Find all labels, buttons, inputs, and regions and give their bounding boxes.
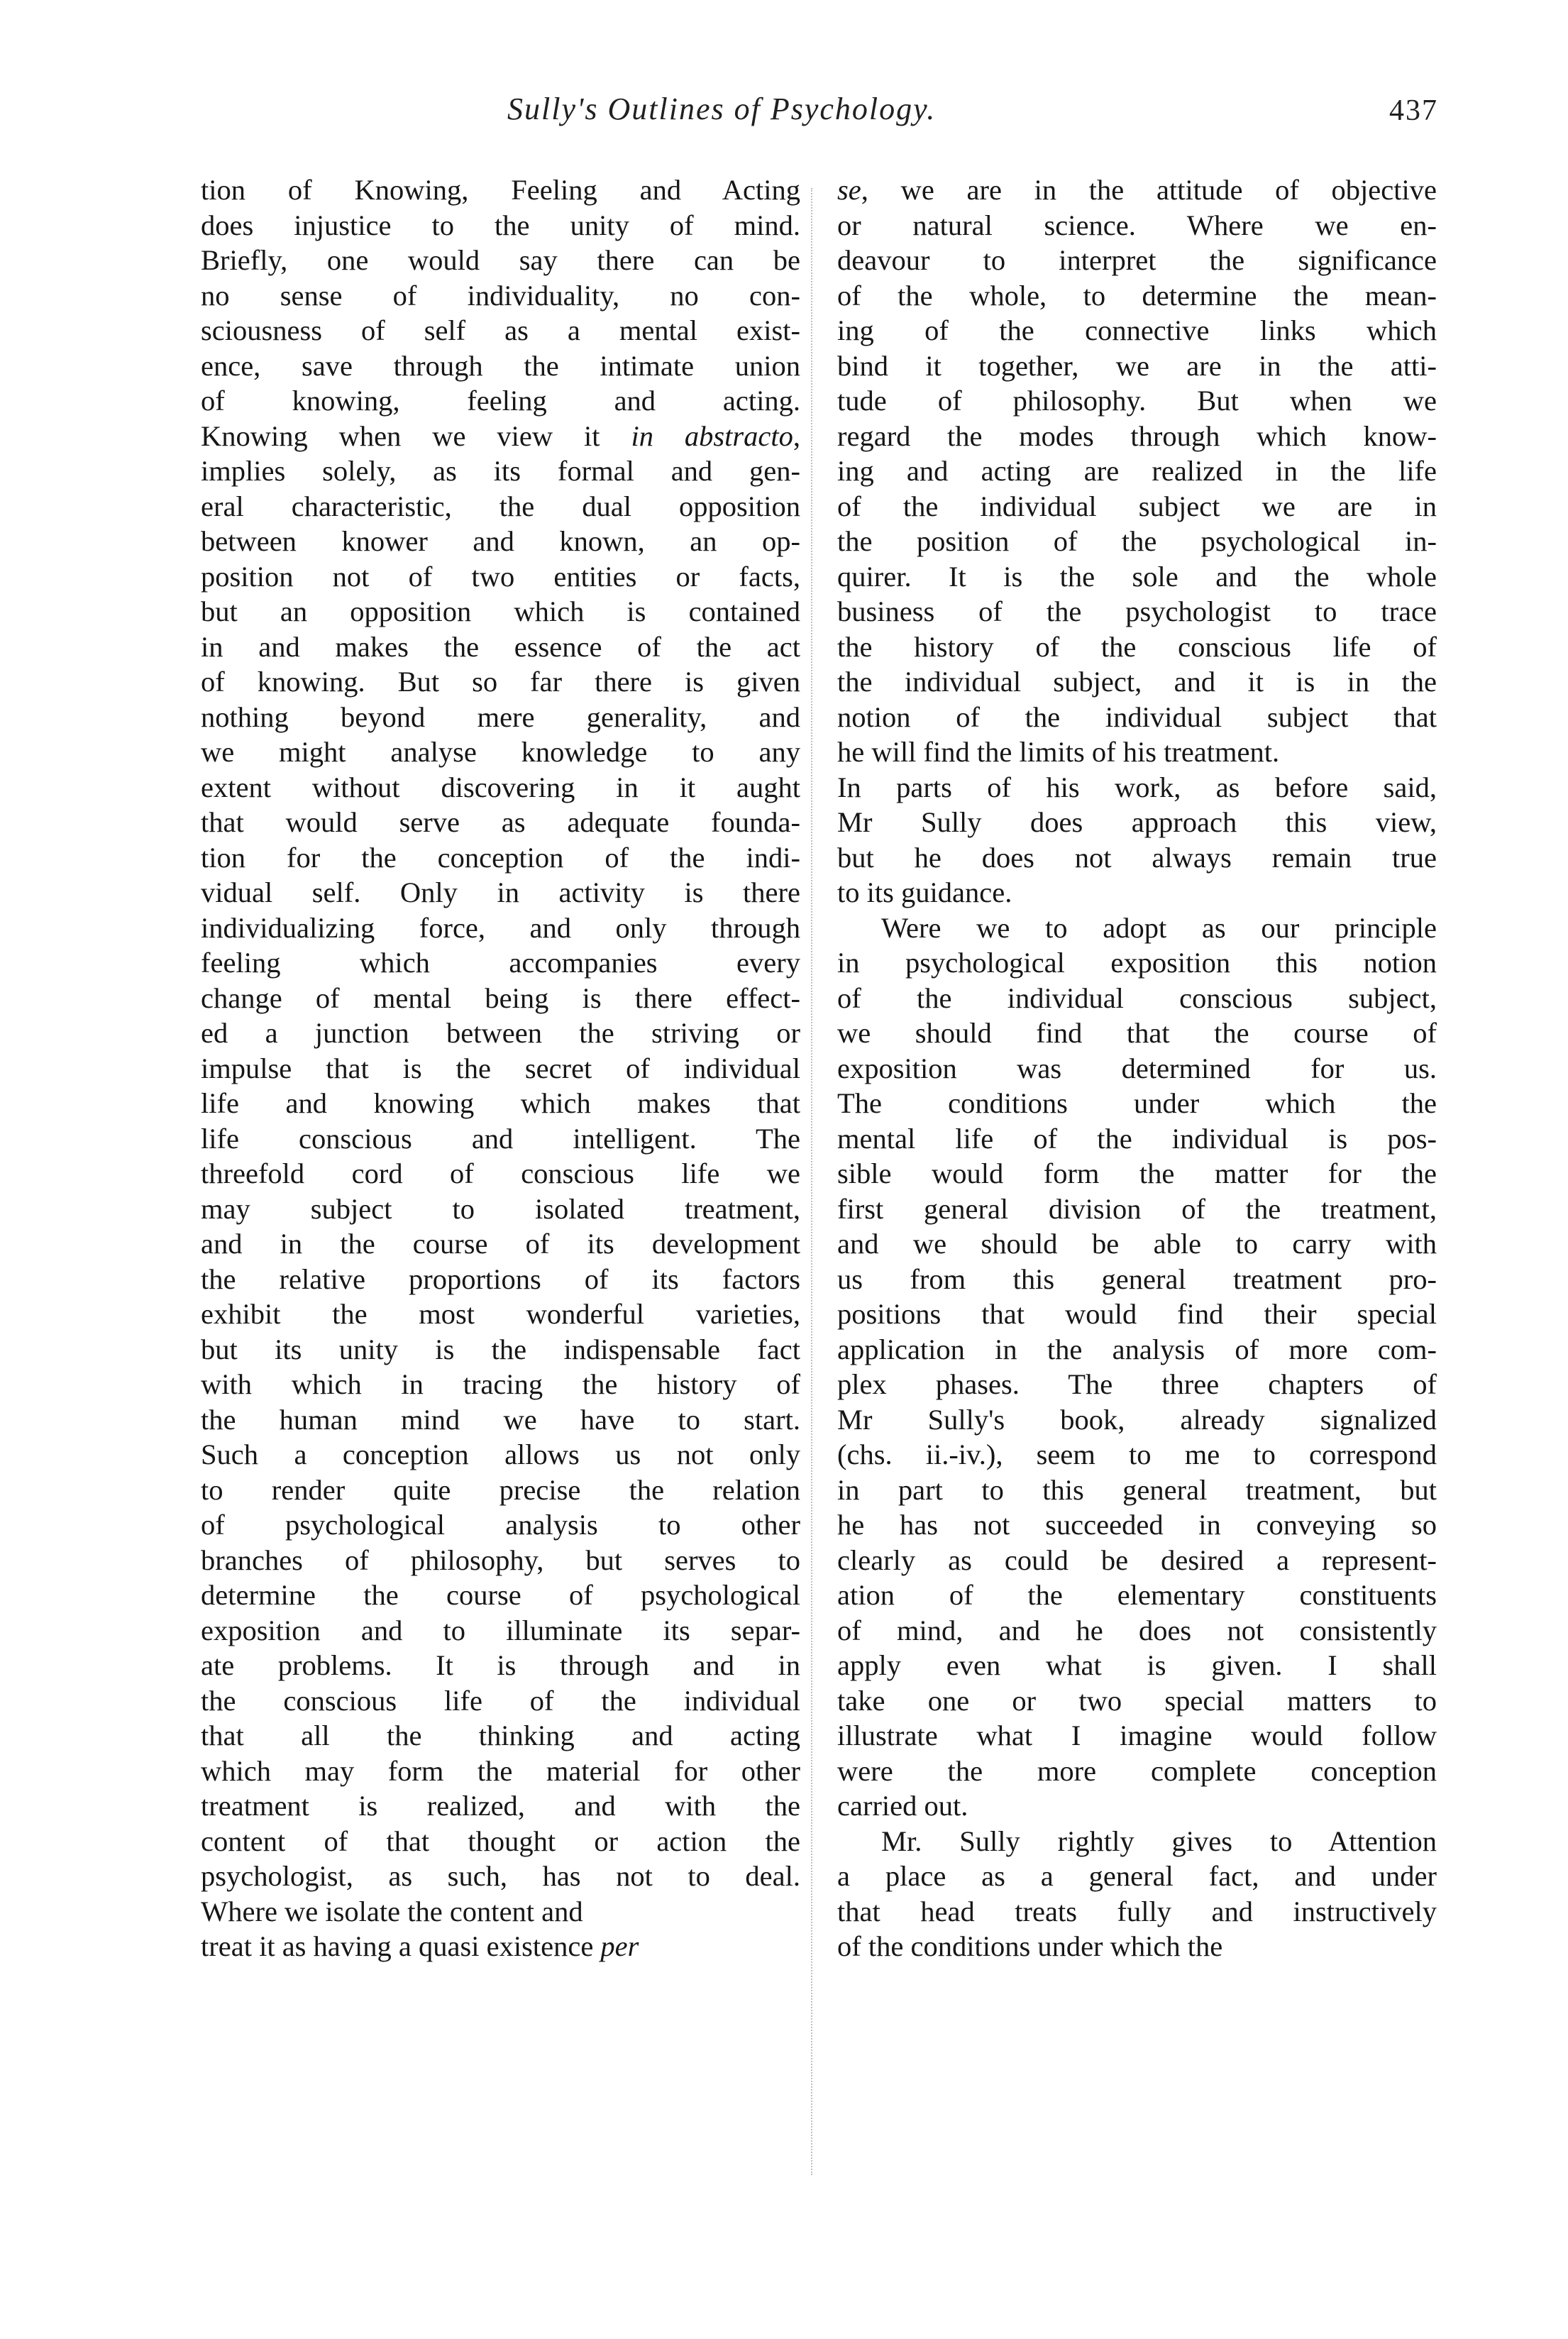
- left-column-line: Such a conception allows us not only: [201, 1438, 800, 1470]
- right-column-line: and we should be able to carry with: [837, 1228, 1437, 1260]
- left-column-line: tion for the conception of the indi-: [201, 841, 800, 874]
- column-divider: [811, 188, 812, 2175]
- right-column-line: quirer. It is the sole and the whole: [837, 560, 1437, 593]
- left-column-line: psychologist, as such, has not to deal.: [201, 1860, 800, 1892]
- left-column-line: but its unity is the indispensable fact: [201, 1333, 800, 1365]
- left-column-line: eral characteristic, the dual opposition: [201, 490, 800, 522]
- right-column-line: the history of the conscious life of: [837, 630, 1437, 663]
- left-column-line: vidual self. Only in activity is there: [201, 876, 800, 908]
- right-column-line: he has not succeeded in conveying so: [837, 1509, 1437, 1541]
- right-column-line: notion of the individual subject that: [837, 700, 1437, 733]
- right-column-line: Mr Sully's book, already signalized: [837, 1403, 1437, 1436]
- right-column-line: ation of the elementary constituents: [837, 1579, 1437, 1611]
- right-column: [837, 172, 1437, 1964]
- page-header: [0, 91, 1568, 141]
- left-column-line: ed a junction between the striving or: [201, 1017, 800, 1049]
- left-column-line: exhibit the most wonderful varieties,: [201, 1298, 800, 1330]
- left-column-line: in and makes the essence of the act: [201, 630, 800, 663]
- right-column-line: mental life of the individual is pos-: [837, 1122, 1437, 1155]
- left-column-line: the conscious life of the individual: [201, 1684, 800, 1717]
- left-column-line: extent without discovering in it aught: [201, 771, 800, 803]
- right-column-line: Mr Sully does approach this view,: [837, 806, 1437, 838]
- right-column-line: but he does not always remain true: [837, 841, 1437, 874]
- right-column-line: Mr. Sully rightly gives to Attention: [881, 1825, 1437, 1857]
- right-column-line: a place as a general fact, and under: [837, 1860, 1437, 1892]
- left-column-line: life conscious and intelligent. The: [201, 1122, 800, 1155]
- right-column-line: deavour to interpret the significance: [837, 244, 1437, 276]
- left-column-line: treat it as having a quasi existence per: [201, 1930, 639, 1962]
- left-column-line: individualizing force, and only through: [201, 911, 800, 944]
- left-column-line: sciousness of self as a mental exist-: [201, 314, 800, 346]
- left-column-line: branches of philosophy, but serves to: [201, 1543, 800, 1576]
- right-column-line: regard the modes through which know-: [837, 419, 1437, 452]
- right-column-line: Were we to adopt as our principle: [881, 911, 1437, 944]
- left-column-line: impulse that is the secret of individual: [201, 1052, 800, 1084]
- right-column-line: exposition was determined for us.: [837, 1052, 1437, 1084]
- right-column-line: illustrate what I imagine would follow: [837, 1719, 1437, 1751]
- left-column-line: ate problems. It is through and in: [201, 1649, 800, 1681]
- right-column-line: The conditions under which the: [837, 1087, 1437, 1119]
- right-column-line: plex phases. The three chapters of: [837, 1368, 1437, 1400]
- left-column-line: nothing beyond mere generality, and: [201, 700, 800, 733]
- left-column-line: feeling which accompanies every: [201, 947, 800, 979]
- left-column-line: exposition and to illuminate its separ-: [201, 1614, 800, 1646]
- right-column-line: positions that would find their special: [837, 1298, 1437, 1330]
- right-column-line: ing of the connective links which: [837, 314, 1437, 346]
- right-column-line: (chs. ii.-iv.), seem to me to correspond: [837, 1438, 1437, 1470]
- right-column-line: to its guidance.: [837, 876, 1012, 908]
- left-column-line: we might analyse knowledge to any: [201, 736, 800, 768]
- left-column-line: implies solely, as its formal and gen-: [201, 455, 800, 487]
- right-column-line: business of the psychologist to trace: [837, 595, 1437, 627]
- left-column: [201, 172, 800, 1964]
- right-column-line: bind it together, we are in the atti-: [837, 349, 1437, 382]
- right-column-line: of the individual conscious subject,: [837, 981, 1437, 1014]
- left-column-line: treatment is realized, and with the: [201, 1790, 800, 1822]
- right-column-line: clearly as could be desired a represent-: [837, 1543, 1437, 1576]
- left-column-line: determine the course of psychological: [201, 1579, 800, 1611]
- left-column-line: which may form the material for other: [201, 1754, 800, 1787]
- running-title: Sully's Outlines of Psychology.: [507, 92, 937, 126]
- right-column-line: In parts of his work, as before said,: [837, 771, 1437, 803]
- right-column-line: we should find that the course of: [837, 1017, 1437, 1049]
- right-column-line: were the more complete conception: [837, 1754, 1437, 1787]
- page-number: 437: [1389, 94, 1438, 127]
- left-column-line: may subject to isolated treatment,: [201, 1192, 800, 1225]
- left-column-line: to render quite precise the relation: [201, 1473, 800, 1506]
- left-column-line: and in the course of its development: [201, 1228, 800, 1260]
- right-column-line: tude of philosophy. But when we: [837, 385, 1437, 417]
- left-column-line: life and knowing which makes that: [201, 1087, 800, 1119]
- right-column-line: that head treats fully and instructively: [837, 1895, 1437, 1927]
- left-column-line: no sense of individuality, no con-: [201, 279, 800, 312]
- left-column-line: does injustice to the unity of mind.: [201, 209, 800, 241]
- left-column-line: but an opposition which is contained: [201, 595, 800, 627]
- right-column-line: of the whole, to determine the mean-: [837, 279, 1437, 312]
- right-column-line: application in the analysis of more com-: [837, 1333, 1437, 1365]
- right-column-line: in psychological exposition this notion: [837, 947, 1437, 979]
- left-column-line: position not of two entities or facts,: [201, 560, 800, 593]
- left-column-line: the relative proportions of its factors: [201, 1262, 800, 1295]
- left-column-line: threefold cord of conscious life we: [201, 1157, 800, 1189]
- left-column-line: Where we isolate the content and: [201, 1895, 583, 1927]
- right-column-line: or natural science. Where we en-: [837, 209, 1437, 241]
- left-column-line: ence, save through the intimate union: [201, 349, 800, 382]
- right-column-line: apply even what is given. I shall: [837, 1649, 1437, 1681]
- right-column-line: he will find the limits of his treatment.: [837, 736, 1280, 768]
- left-column-line: between knower and known, an op-: [201, 525, 800, 557]
- right-column-line: se, we are in the attitude of objective: [837, 174, 1437, 206]
- left-column-line: that would serve as adequate founda-: [201, 806, 800, 838]
- right-column-line: of the individual subject we are in: [837, 490, 1437, 522]
- right-column-line: carried out.: [837, 1790, 968, 1822]
- left-column-line: of knowing. But so far there is given: [201, 666, 800, 698]
- right-column-line: sible would form the matter for the: [837, 1157, 1437, 1189]
- left-column-line: that all the thinking and acting: [201, 1719, 800, 1751]
- left-column-line: with which in tracing the history of: [201, 1368, 800, 1400]
- left-column-line: change of mental being is there effect-: [201, 981, 800, 1014]
- left-column-line: of knowing, feeling and acting.: [201, 385, 800, 417]
- left-column-line: the human mind we have to start.: [201, 1403, 800, 1436]
- right-column-line: of the conditions under which the: [837, 1930, 1223, 1962]
- left-column-line: content of that thought or action the: [201, 1825, 800, 1857]
- right-column-line: first general division of the treatment,: [837, 1192, 1437, 1225]
- left-column-line: Knowing when we view it in abstracto,: [201, 419, 800, 452]
- right-column-line: take one or two special matters to: [837, 1684, 1437, 1717]
- left-column-line: Briefly, one would say there can be: [201, 244, 800, 276]
- right-column-line: the individual subject, and it is in the: [837, 666, 1437, 698]
- right-column-line: ing and acting are realized in the life: [837, 455, 1437, 487]
- right-column-line: in part to this general treatment, but: [837, 1473, 1437, 1506]
- left-column-line: of psychological analysis to other: [201, 1509, 800, 1541]
- left-column-line: tion of Knowing, Feeling and Acting: [201, 174, 800, 206]
- right-column-line: of mind, and he does not consistently: [837, 1614, 1437, 1646]
- right-column-line: the position of the psychological in-: [837, 525, 1437, 557]
- right-column-line: us from this general treatment pro-: [837, 1262, 1437, 1295]
